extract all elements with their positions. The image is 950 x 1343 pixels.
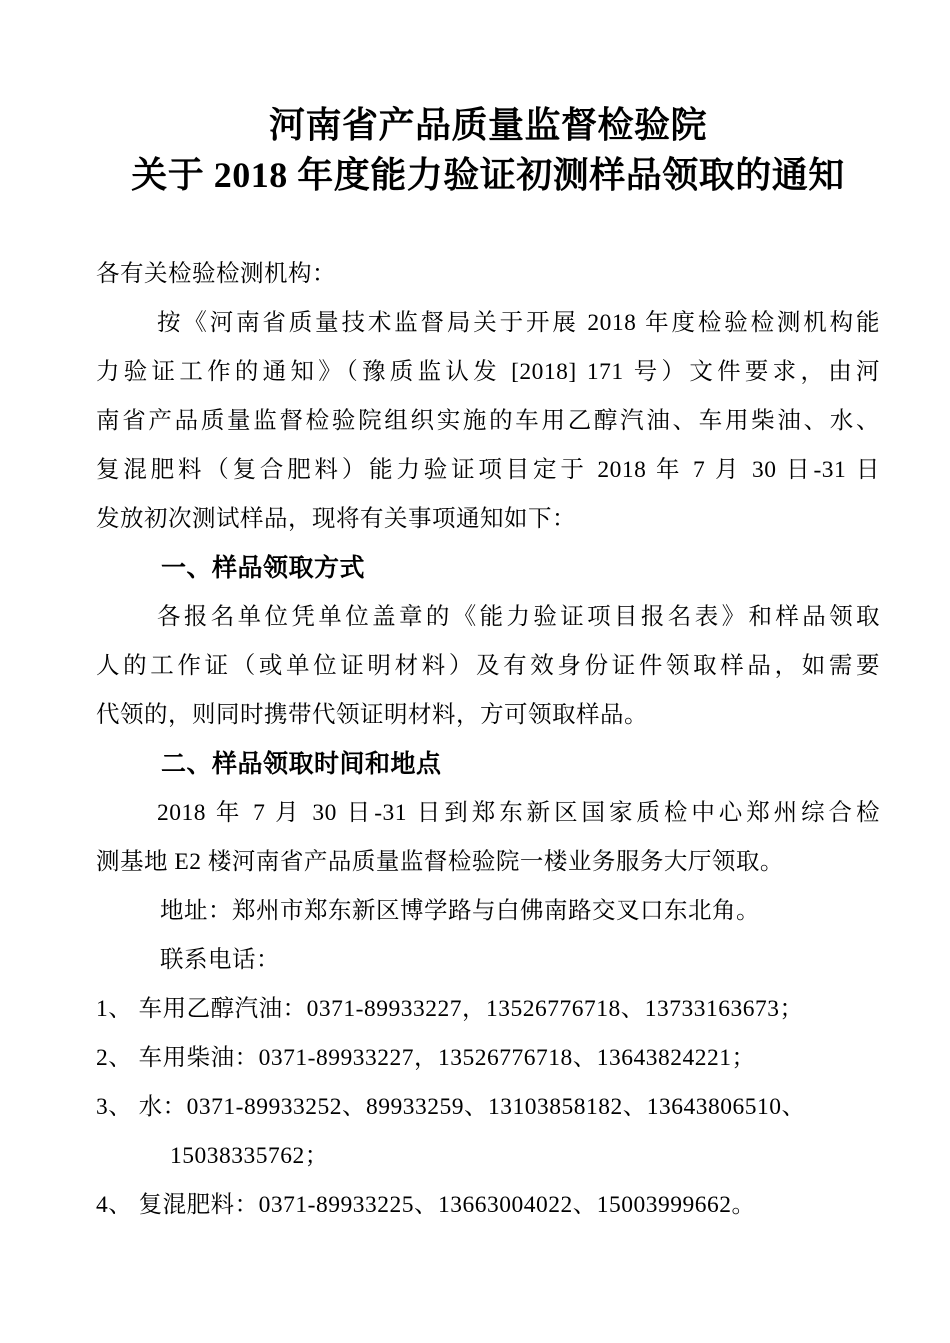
title-line-2: 关于 2018 年度能力验证初测样品领取的通知 [131,155,845,195]
title-line-1: 河南省产品质量监督检验院 [268,105,707,145]
section-1-line-2: 人的工作证（或单位证明材料）及有效身份证件领取样品，如需要 [96,653,880,679]
contact-line-3-cont: 15038335762； [170,1143,329,1169]
intro-line-3: 南省产品质量监督检验院组织实施的车用乙醇汽油、车用柴油、水、 [96,408,880,434]
intro-line-2: 力验证工作的通知》（豫质监认发 [2018] 171 号）文件要求，由河 [96,359,880,385]
section-2-heading: 二、样品领取时间和地点 [161,751,442,778]
contact-line-1: 1、 车用乙醇汽油：0371-89933227，13526776718、13733163673； [96,996,804,1022]
salutation: 各有关检验检测机构： [96,261,336,287]
address-line: 地址：郑州市郑东新区博学路与白佛南路交叉口东北角。 [160,898,760,924]
section-1-line-1: 各报名单位凭单位盖章的《能力验证项目报名表》和样品领取 [157,604,880,630]
section-1-heading: 一、样品领取方式 [161,555,366,582]
intro-line-4: 复混肥料（复合肥料）能力验证项目定于 2018 年 7 月 30 日-31 日 [96,457,880,483]
contact-line-2: 2、 车用柴油：0371-89933227，13526776718、13643824221； [96,1045,756,1071]
section-1-line-3: 代领的，则同时携带代领证明材料，方可领取样品。 [96,702,648,728]
intro-line-1: 按《河南省质量技术监督局关于开展 2018 年度检验检测机构能 [157,310,880,336]
section-2-line-1: 2018 年 7 月 30 日-31 日到郑东新区国家质检中心郑州综合检 [157,800,880,826]
document-body [96,250,880,1230]
contact-line-3: 3、 水：0371-89933252、89933259、13103858182、13643806510、 [96,1094,806,1120]
contact-label: 联系电话： [160,947,280,973]
document-title [96,100,880,200]
intro-line-5: 发放初次测试样品，现将有关事项通知如下： [96,506,576,532]
contact-line-4: 4、 复混肥料：0371-89933225、13663004022、15003999662。 [96,1192,756,1218]
section-2-line-2: 测基地 E2 楼河南省产品质量监督检验院一楼业务服务大厅领取。 [96,849,784,875]
